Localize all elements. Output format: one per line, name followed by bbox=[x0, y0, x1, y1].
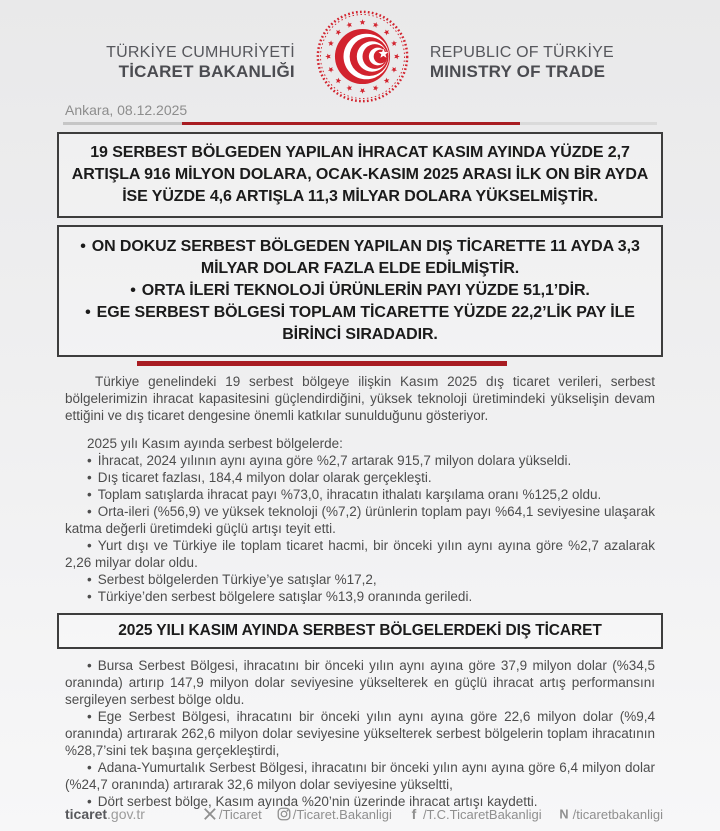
header-title-tr-line1: TÜRKİYE CUMHURİYETİ bbox=[106, 44, 295, 62]
body-bullet: • Serbest bölgelerden Türkiye’ye satışlar %17,2, bbox=[87, 572, 377, 587]
section2-bullet: • Bursa Serbest Bölgesi, ihracatını bir önceki yılın aynı ayına göre 37,9 milyon dolar (%34,5 oranında) artırıp 147,9 milyon dolar seviyesine yükselterek en güçlü ihracat artış performansını sergileyen serbest bölge oldu. bbox=[65, 658, 655, 707]
intro-paragraph: Türkiye genelindeki 19 serbest bölgeye ilişkin Kasım 2025 dış ticaret verileri, serbest bölgelerimizin ihracat kapasitesini güçlendirdiğini, yüksek teknoloji üretimindeki yükselişin devam ettiğini ve dış ticaret dengesine önemli katkılar sunulduğunu gösteriyor. bbox=[65, 374, 655, 423]
divider-segment-gray bbox=[63, 122, 182, 125]
body-bullet: • İhracat, 2024 yılının aynı ayına göre %2,7 artarak 915,7 milyon dolara yükseldi. bbox=[87, 453, 572, 468]
divider-segment-red bbox=[182, 122, 521, 125]
highlights-box bbox=[57, 225, 663, 357]
section2-bullet: • Dört serbest bölge, Kasım ayında %20’nin üzerinde ihracat artışı kaydetti. bbox=[87, 794, 538, 809]
instagram-icon bbox=[277, 807, 291, 821]
website-rest: .gov.tr bbox=[107, 806, 145, 822]
bullet-dot: • bbox=[87, 760, 92, 775]
body-bullet: • Dış ticaret fazlası, 184,4 milyon dolar olarak gerçekleşti. bbox=[87, 470, 432, 485]
website-bold: ticaret bbox=[65, 806, 108, 822]
body-bullet: • Toplam satışlarda ihracat payı %73,0, ihracatın ithalatı karşılama oranı %125,2 oldu. bbox=[87, 487, 602, 502]
x-handle: /Ticaret bbox=[218, 806, 262, 822]
svg-text:f: f bbox=[411, 807, 417, 821]
x-icon bbox=[203, 807, 217, 821]
facebook-handle: /T.C.TicaretBakanligi bbox=[422, 806, 542, 822]
bullet-dot: • bbox=[87, 794, 92, 809]
bullet-dot: • bbox=[87, 470, 92, 485]
section-title: 2025 YILI KASIM AYINDA SERBEST BÖLGELERDEKİ DIŞ TİCARET bbox=[118, 622, 602, 639]
footer bbox=[65, 806, 663, 822]
body-bullet: • Orta-ileri (%56,9) ve yüksek teknoloji (%7,2) ürünlerin toplam payı %64,1 seviyesine ulaşarak katma değerli üretimdeki güçlü artışı teyit etti. bbox=[65, 504, 655, 536]
instagram-handle: /Ticaret.Bakanligi bbox=[292, 806, 392, 822]
nsosyal-link[interactable] bbox=[557, 807, 663, 822]
bullet-dot: • bbox=[87, 453, 92, 468]
body-bullet: • Türkiye’den serbest bölgelere satışlar %13,9 oranında geriledi. bbox=[87, 589, 473, 604]
headline-box bbox=[57, 132, 663, 218]
social-links bbox=[203, 807, 663, 822]
section-title-box bbox=[57, 613, 663, 649]
bullet-dot: • bbox=[130, 282, 136, 299]
bullet-dot: • bbox=[80, 238, 86, 255]
ministry-of-trade-emblem-icon bbox=[315, 9, 410, 104]
highlight-item: • ORTA İLERİ TEKNOLOJİ ÜRÜNLERİN PAYI YÜZDE 51,1’DİR. bbox=[130, 282, 590, 299]
header-title-en-line2: MINISTRY OF TRADE bbox=[429, 62, 606, 82]
bullet-dot: • bbox=[87, 538, 92, 553]
bullet-dot: • bbox=[87, 589, 92, 604]
facebook-link[interactable] bbox=[407, 807, 542, 822]
bullet-dot: • bbox=[87, 487, 92, 502]
list-intro: 2025 yılı Kasım ayında serbest bölgelerde: bbox=[87, 436, 343, 451]
header-divider bbox=[63, 122, 657, 125]
nsosyal-handle: /ticaretbakanligi bbox=[572, 806, 663, 822]
highlight-item: • ON DOKUZ SERBEST BÖLGEDEN YAPILAN DIŞ TİCARETTE 11 AYDA 3,3 MİLYAR DOLAR FAZLA ELDE EDİLMİŞTİR. bbox=[80, 238, 640, 277]
header-title-en-line1: REPUBLIC OF TÜRKİYE bbox=[429, 44, 614, 62]
svg-text:N: N bbox=[559, 807, 569, 821]
section2-body bbox=[65, 657, 655, 810]
section2-bullet: • Ege Serbest Bölgesi, ihracatını bir önceki yılın aynı ayına göre 22,6 milyon dolar (%9,4 oranında) artırarak 262,6 milyon dolar seviyesine yükselterek serbest bölgelerin toplam ihracatının %28,7’sini tek başına gerçekleştirdi, bbox=[65, 709, 655, 758]
bullet-dot: • bbox=[87, 572, 92, 587]
bullet-dot: • bbox=[87, 504, 92, 519]
x-twitter-link[interactable] bbox=[203, 807, 262, 822]
header-title-turkish bbox=[106, 44, 295, 82]
header-title-english bbox=[430, 44, 614, 82]
instagram-link[interactable] bbox=[277, 807, 392, 822]
headline-text: 19 SERBEST BÖLGEDEN YAPILAN İHRACAT KASIM AYINDA YÜZDE 2,7 ARTIŞLA 916 MİLYON DOLARA, OCAK-KASIM 2025 ARASI İLK ON BİR AYDA İSE YÜZDE 4,6 ARTIŞLA 11,3 MİLYAR DOLARA YÜKSELMİŞTİR. bbox=[71, 144, 649, 205]
highlight-item: • EGE SERBEST BÖLGESİ TOPLAM TİCARETTE YÜZDE 22,2’LİK PAY İLE BİRİNCİ SIRADADIR. bbox=[85, 304, 635, 343]
facebook-icon bbox=[407, 807, 421, 821]
divider-segment-light bbox=[520, 122, 657, 125]
section2-bullet: • Adana-Yumurtalık Serbest Bölgesi, ihracatını bir önceki yılın aynı ayına göre 6,4 milyon dolar (%24,7 oranında) artırarak 32,6 milyon dolar seviyesine yükseltti, bbox=[65, 760, 655, 792]
bullet-dot: • bbox=[87, 658, 92, 673]
body bbox=[65, 373, 655, 605]
nsosyal-icon bbox=[557, 807, 571, 821]
bullet-dot: • bbox=[85, 304, 91, 321]
header bbox=[0, 0, 720, 102]
dateline: Ankara, 08.12.2025 bbox=[65, 102, 188, 118]
website-link[interactable] bbox=[65, 806, 145, 822]
bullet-dot: • bbox=[87, 709, 92, 724]
header-title-tr-line2: TİCARET BAKANLIĞI bbox=[118, 62, 295, 82]
red-divider-bar bbox=[137, 361, 507, 366]
body-bullet: • Yurt dışı ve Türkiye ile toplam ticaret hacmi, bir önceki yılın aynı ayına göre %2,7 azalarak 2,26 milyar dolar oldu. bbox=[65, 538, 655, 570]
